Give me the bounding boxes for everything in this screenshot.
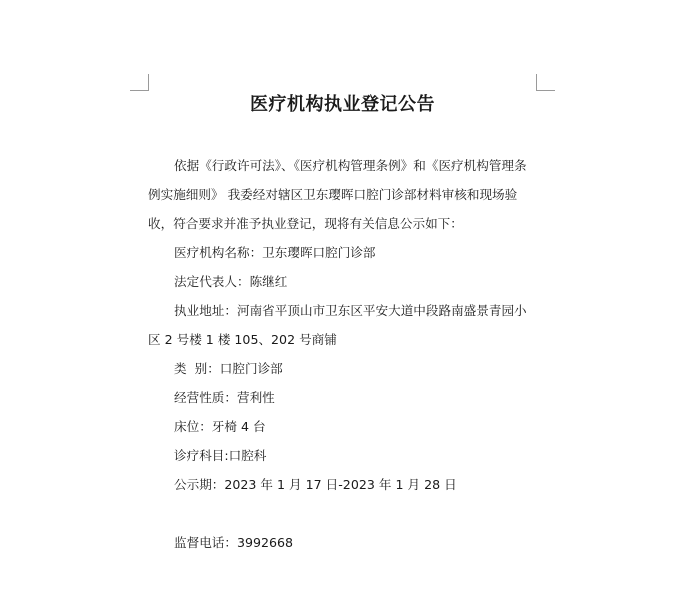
document-title: 医疗机构执业登记公告 [250, 94, 435, 115]
page-corner-mark-right [536, 74, 555, 91]
intro-paragraph: 依据《行政许可法》、《医疗机构管理条例》和《医疗机构管理条例实施细则》 我委经对辖区卫东璎晖口腔门诊部材料审核和现场验收，符合要求并准予执业登记，现将有关信息公示如下： [148, 158, 527, 231]
field-legal-representative: 法定代表人：陈继红 [174, 274, 288, 289]
field-notice-period: 公示期：2023 年 1 月 17 日-2023 年 1 月 28 日 [174, 477, 457, 492]
document-body [148, 151, 536, 557]
supervision-phone: 监督电话：3992668 [174, 535, 294, 550]
field-category: 类 别：口腔门诊部 [174, 361, 283, 376]
field-beds: 床位：牙椅 4 台 [174, 419, 266, 434]
field-institution-name: 医疗机构名称：卫东璎晖口腔门诊部 [174, 245, 376, 260]
field-departments: 诊疗科目:口腔科 [174, 448, 267, 463]
blank-line [148, 499, 536, 528]
page-corner-mark-left [130, 74, 149, 91]
field-practice-address: 执业地址：河南省平顶山市卫东区平安大道中段路南盛景青园小区 2 号楼 1 楼 105、202 号商铺 [148, 303, 527, 347]
field-business-nature: 经营性质：营利性 [174, 390, 275, 405]
